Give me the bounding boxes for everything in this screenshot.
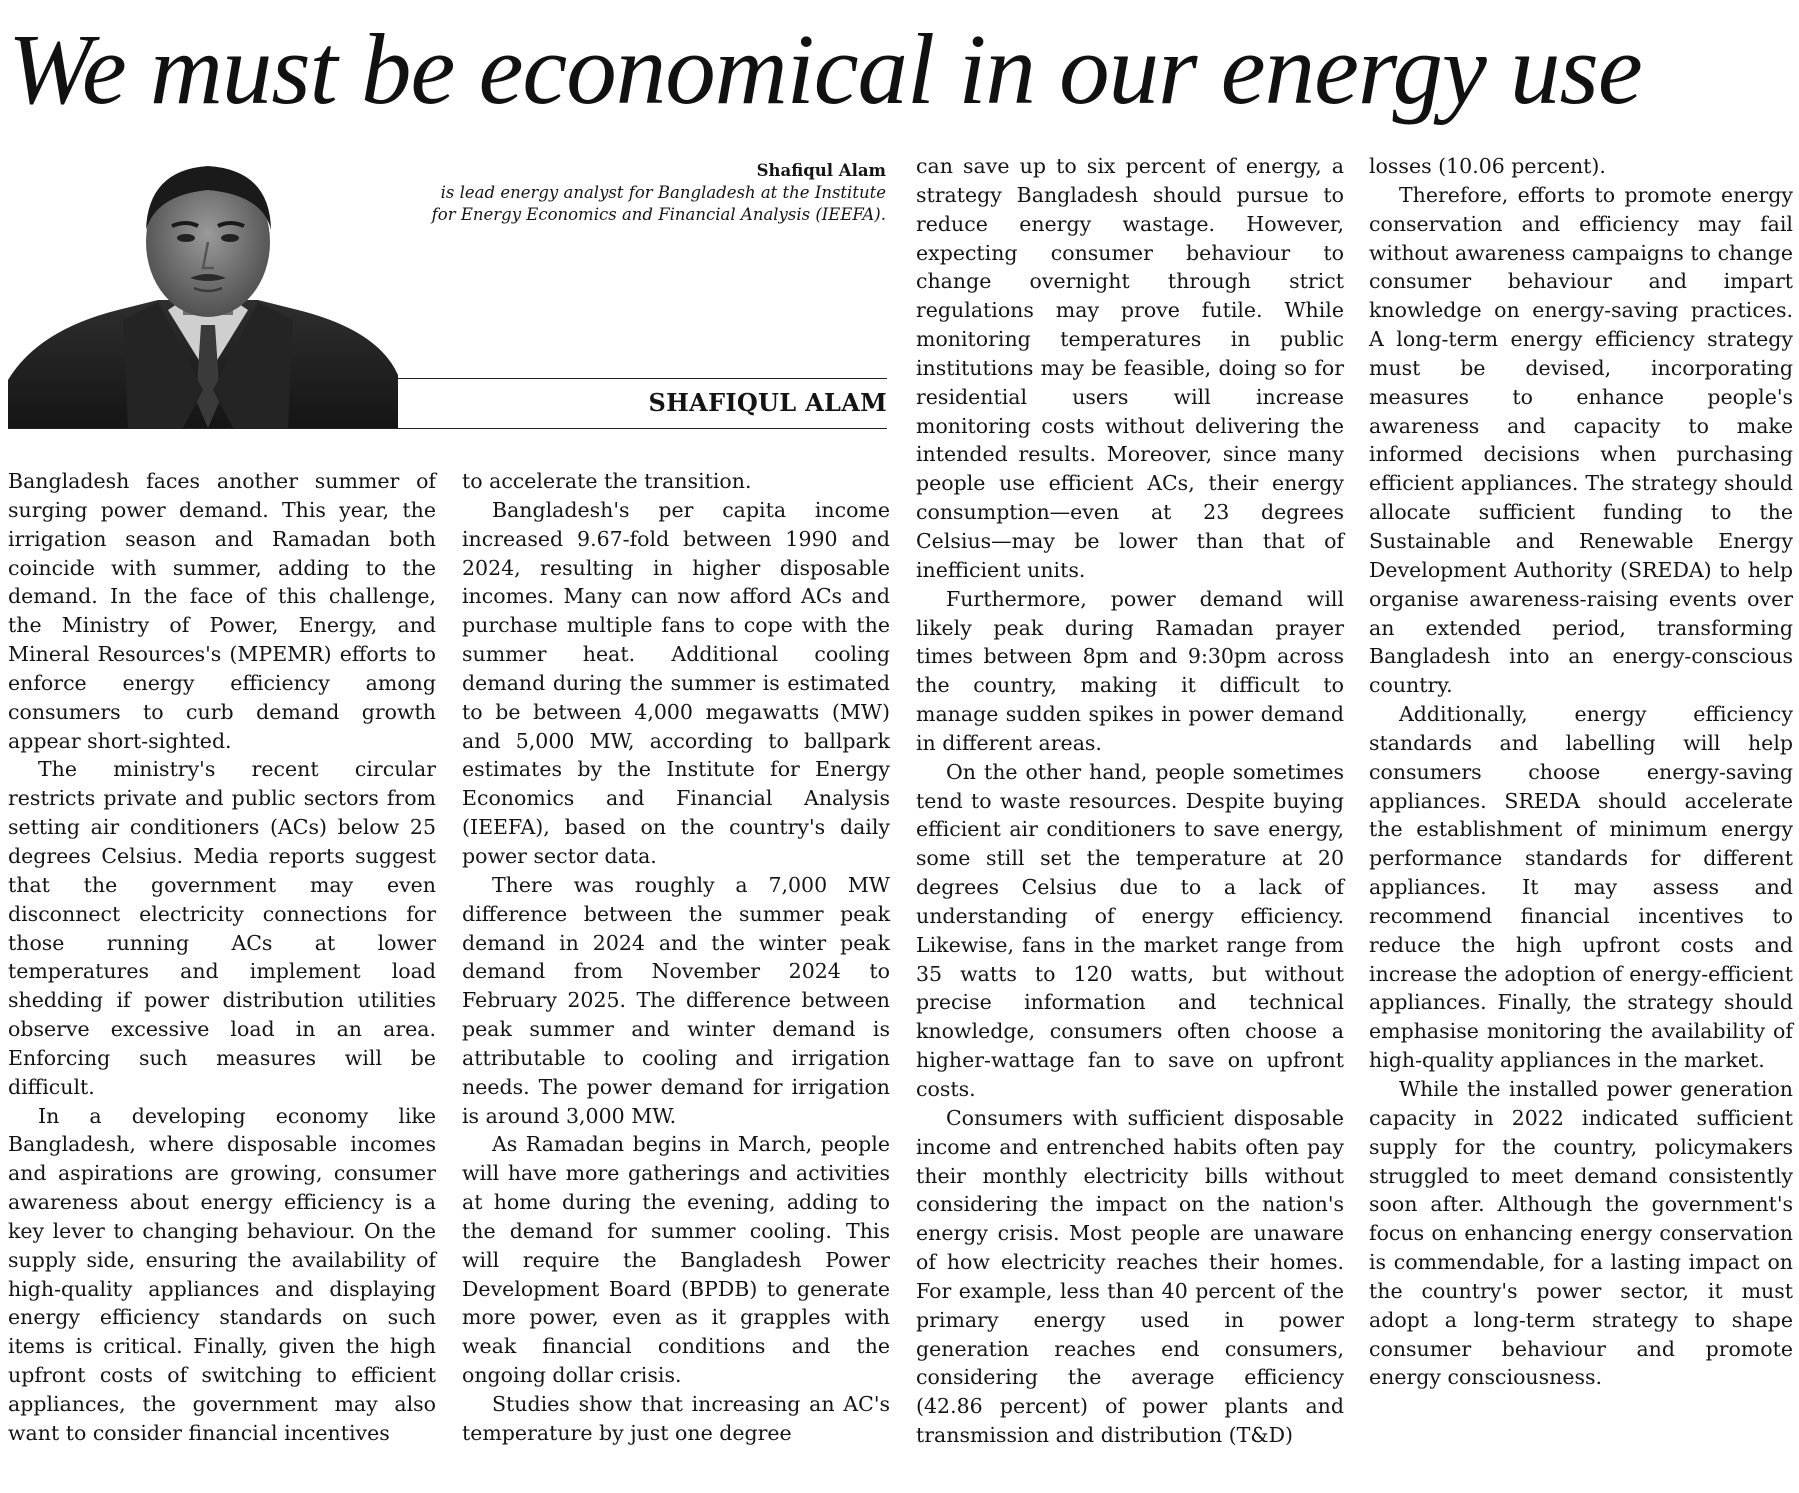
paragraph: While the installed power generation capacity in 2022 indicated sufficient supply for the country, policymakers struggled to meet demand consistently soon after. Although the government's focus on enhancing energy conservation is commendable, for a lasting impact on the country's power sector, it must adopt a long-term strategy to shape consumer behaviour and promote energy consciousness. (1369, 1077, 1793, 1390)
paragraph: can save up to six percent of energy, a strategy Bangladesh should pursue to reduce energy wastage. However, expecting consumer behaviour to change overnight through strict regulations may prove futile. While monitoring temperatures in public institutions may be feasible, doing so for residential users will increase monitoring costs without delivering the intended results. Moreover, since many people use efficient ACs, their energy consumption—even at 23 degrees Celsius—may be lower than that of inefficient units. (916, 154, 1344, 582)
paragraph: Studies show that increasing an AC's temperature by just one degree (462, 1392, 890, 1445)
author-name: Shafiqul Alam (756, 161, 886, 180)
article-column-4 (1369, 152, 1793, 1392)
paragraph: Bangladesh's per capita income increased 9.67-fold between 1990 and 2024, resulting in higher disposable incomes. Many can now afford ACs and purchase multiple fans to cope with the summer heat. Additional cooling demand during the summer is estimated to be between 4,000 megawatts (MW) and 5,000 MW, according to ballpark estimates by the Institute for Energy Economics and Financial Analysis (IEEFA), based on the country's daily power sector data. (462, 497, 890, 868)
paragraph: Bangladesh faces another summer of surging power demand. This year, the irrigation season and Ramadan both coincide with summer, adding to the demand. In the face of this challenge, the Ministry of Power, Energy, and Mineral Resources's (MPEMR) efforts to enforce energy efficiency among consumers to curb demand growth appear short-sighted. (8, 469, 436, 753)
paragraph: Consumers with sufficient disposable income and entrenched habits often pay their monthly electricity bills without considering the impact on the nation's energy crisis. Most people are unaware of how electricity reaches their homes. For example, less than 40 percent of the primary energy used in power generation reaches end consumers, considering the average efficiency (42.86 percent) of power plants and transmission and distribution (T&D) (916, 1105, 1344, 1448)
paragraph: On the other hand, people sometimes tend to waste resources. Despite buying efficient air conditioners to save energy, some still set the temperature at 20 degrees Celsius due to a lack of understanding of energy efficiency. Likewise, fans in the market range from 35 watts to 120 watts, but without precise information and technical knowledge, consumers often choose a higher-wattage fan to save on upfront costs. (916, 759, 1344, 1101)
paragraph: Therefore, efforts to promote energy conservation and efficiency may fail without awareness campaigns to change consumer behaviour and impart knowledge on energy-saving practices. A long-term energy efficiency strategy must be devised, incorporating measures to enhance people's awareness and capacity to make informed decisions when purchasing efficient appliances. The strategy should allocate sufficient funding to the Sustainable and Renewable Energy Development Authority (SREDA) to help organise awareness-raising events over an extended period, transforming Bangladesh into an energy-conscious country. (1369, 182, 1793, 698)
author-photo (8, 160, 398, 428)
author-portrait-icon (8, 160, 398, 428)
paragraph: As Ramadan begins in March, people will have more gatherings and activities at home during the evening, adding to the demand for summer cooling. This will require the Bangladesh Power Development Board (BPDB) to generate more power, even as it grapples with weak financial conditions and the ongoing dollar crisis. (462, 1132, 890, 1388)
paragraph: Furthermore, power demand will likely peak during Ramadan prayer times between 8pm and 9:30pm across the country, making it difficult to manage sudden spikes in power demand in different areas. (916, 586, 1344, 755)
article-column-2 (462, 467, 890, 1448)
article-column-1 (8, 467, 436, 1448)
paragraph: losses (10.06 percent). (1369, 154, 1606, 178)
article-column-3 (916, 152, 1344, 1450)
author-info (420, 160, 886, 226)
paragraph: In a developing economy like Bangladesh, where disposable incomes and aspirations are growing, consumer awareness about energy efficiency is a key lever to changing behaviour. On the supply side, ensuring the availability of high-quality appliances and displaying energy efficiency standards on such items is critical. Finally, given the high upfront costs of switching to efficient appliances, the government may also want to consider financial incentives (8, 1103, 436, 1445)
paragraph: The ministry's recent circular restricts private and public sectors from setting air conditioners (ACs) below 25 degrees Celsius. Media reports suggest that the government may even disconnect electricity connections for those running ACs at lower temperatures and implement load shedding if power distribution utilities observe excessive load in an area. Enforcing such measures will be difficult. (8, 757, 436, 1099)
headline: We must be economical in our energy use (8, 13, 1642, 125)
paragraph: There was roughly a 7,000 MW difference between the summer peak demand in 2024 and the winter peak demand from November 2024 to February 2025. The difference between peak summer and winter demand is attributable to cooling and irrigation needs. The power demand for irrigation is around 3,000 MW. (462, 872, 890, 1128)
author-bio: is lead energy analyst for Bangladesh at the Institute for Energy Economics and Financial Analysis (IEEFA). (431, 183, 886, 224)
byline: SHAFIQUL ALAM (648, 388, 887, 417)
paragraph: Additionally, energy efficiency standards and labelling will help consumers choose energy-saving appliances. SREDA should accelerate the establishment of minimum energy performance standards for different appliances. It may assess and recommend financial incentives to reduce the high upfront costs and increase the adoption of energy-efficient appliances. Finally, the strategy should emphasise monitoring the availability of high-quality appliances in the market. (1369, 702, 1793, 1073)
paragraph: to accelerate the transition. (462, 469, 752, 493)
divider-top (380, 378, 887, 379)
divider-bottom (8, 428, 887, 429)
